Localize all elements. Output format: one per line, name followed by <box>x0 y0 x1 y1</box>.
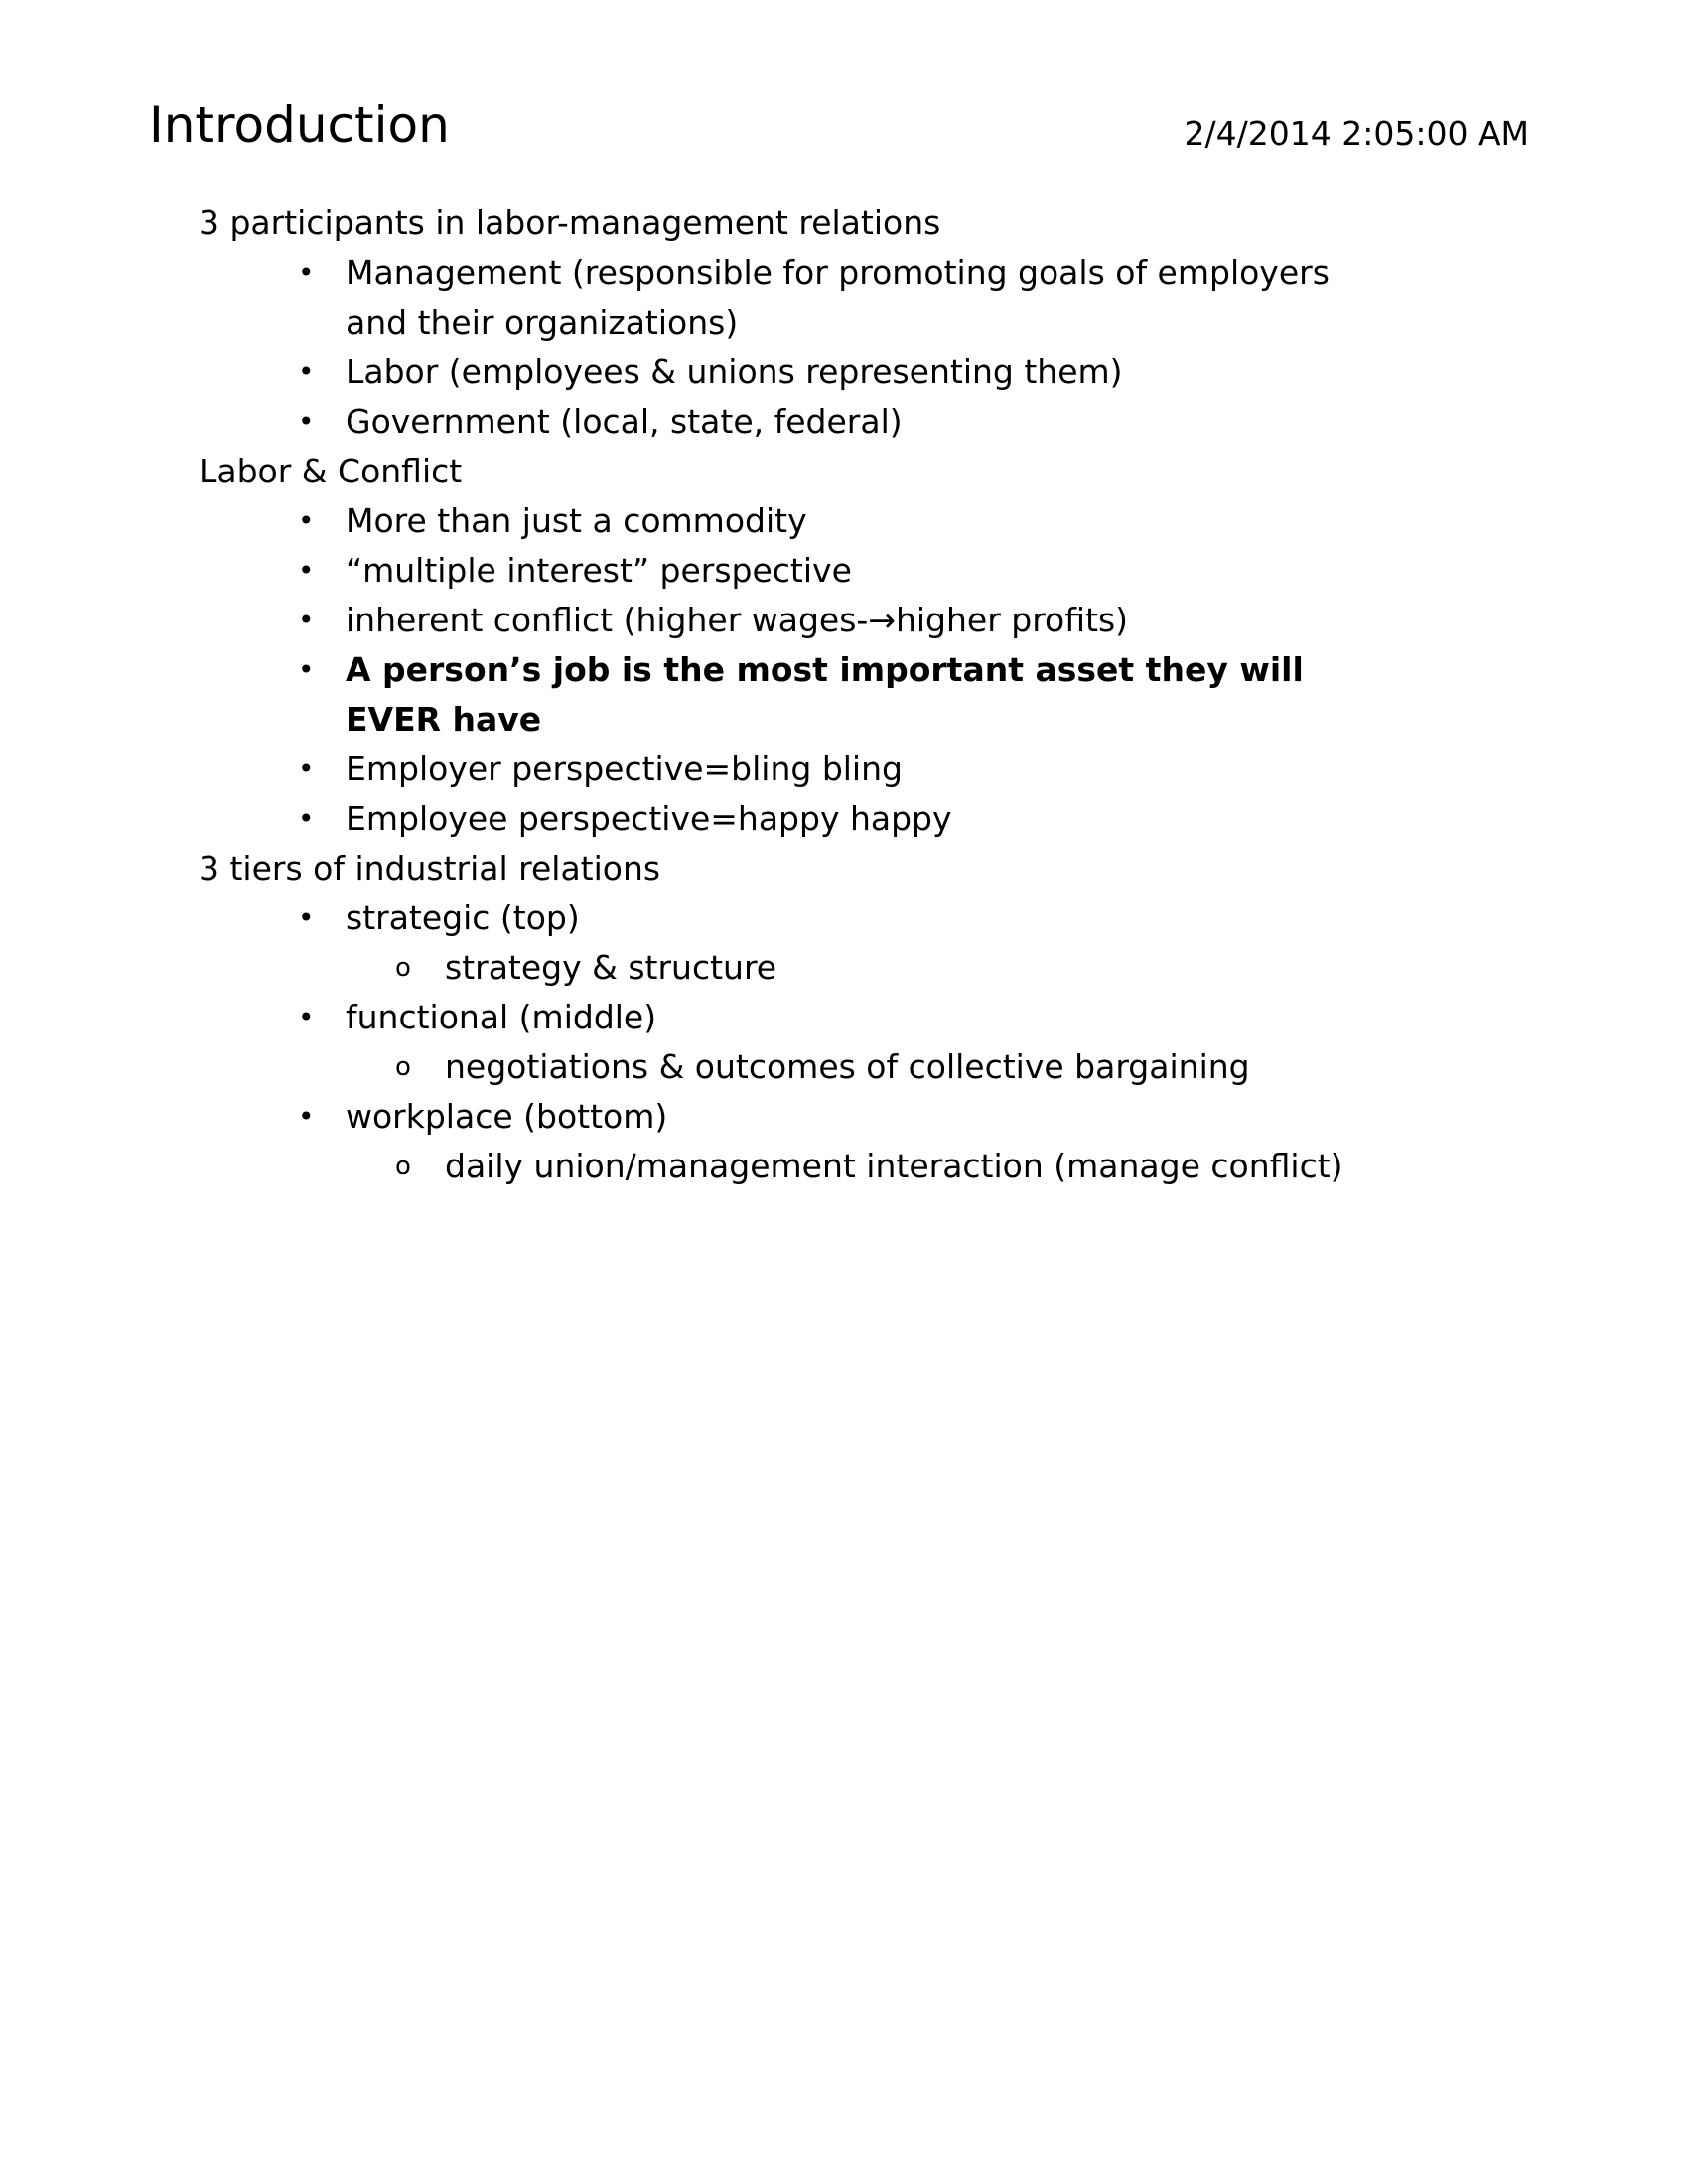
list-item <box>199 893 1470 993</box>
sub-list-item-text: strategy & structure <box>445 948 777 987</box>
list-item <box>199 496 1470 546</box>
list-item <box>199 397 1470 447</box>
bullet-icon: • <box>298 1001 315 1033</box>
sub-list-item <box>346 943 1470 993</box>
sub-bullet-list <box>346 943 1470 993</box>
sub-list-item <box>346 1042 1470 1092</box>
list-item-text: Management (responsible for promoting goals of employers and their organizations) <box>346 253 1330 341</box>
hollow-circle-bullet-icon: o <box>395 1152 411 1181</box>
list-item-text: strategic (top) <box>346 898 580 937</box>
bullet-icon: • <box>298 653 315 686</box>
list-item <box>199 1092 1470 1191</box>
page-title: Introduction <box>149 96 450 154</box>
list-item <box>199 794 1470 844</box>
bullet-icon: • <box>298 802 315 835</box>
list-item <box>199 745 1470 794</box>
bullet-icon: • <box>298 256 315 289</box>
list-item-text: inherent conflict (higher wages-→higher profits) <box>346 601 1129 639</box>
section-labor-conflict <box>199 447 1489 844</box>
bullet-list <box>199 248 1489 447</box>
hollow-circle-bullet-icon: o <box>395 953 411 983</box>
section-heading: 3 tiers of industrial relations <box>199 849 661 887</box>
section-heading: Labor & Conflict <box>199 452 463 490</box>
list-item <box>199 596 1470 645</box>
list-item <box>199 248 1470 347</box>
list-item-text: Employer perspective=bling bling <box>346 750 903 788</box>
notes-body <box>199 199 1489 1191</box>
list-item <box>199 993 1470 1092</box>
list-item-text: workplace (bottom) <box>346 1097 668 1136</box>
sub-list-item-text: negotiations & outcomes of collective bargaining <box>445 1047 1250 1086</box>
hollow-circle-bullet-icon: o <box>395 1052 411 1082</box>
bullet-icon: • <box>298 752 315 785</box>
section-heading: 3 participants in labor-management relations <box>199 204 941 242</box>
bullet-icon: • <box>298 901 315 934</box>
list-item-text: Employee perspective=happy happy <box>346 799 952 838</box>
list-item <box>199 645 1470 745</box>
bullet-icon: • <box>298 355 315 388</box>
list-item-text: Labor (employees & unions representing them) <box>346 352 1123 391</box>
bullet-icon: • <box>298 1100 315 1133</box>
list-item-text: More than just a commodity <box>346 501 807 540</box>
bullet-icon: • <box>298 504 315 537</box>
list-item-text-bold: A person’s job is the most important asset they will EVER have <box>346 650 1304 739</box>
section-participants <box>199 199 1489 447</box>
bullet-icon: • <box>298 604 315 636</box>
sub-list-item-text: daily union/management interaction (manage conflict) <box>445 1147 1343 1185</box>
bullet-icon: • <box>298 554 315 587</box>
list-item-text: functional (middle) <box>346 998 657 1036</box>
bullet-icon: • <box>298 405 315 438</box>
section-tiers <box>199 844 1489 1191</box>
list-item <box>199 546 1470 596</box>
list-item-text: “multiple interest” perspective <box>346 551 852 590</box>
page-timestamp: 2/4/2014 2:05:00 AM <box>1184 114 1529 153</box>
sub-bullet-list <box>346 1042 1470 1092</box>
list-item-text: Government (local, state, federal) <box>346 402 903 441</box>
list-item <box>199 347 1470 397</box>
sub-bullet-list <box>346 1142 1470 1191</box>
bullet-list <box>199 496 1489 844</box>
sub-list-item <box>346 1142 1470 1191</box>
bullet-list <box>199 893 1489 1191</box>
